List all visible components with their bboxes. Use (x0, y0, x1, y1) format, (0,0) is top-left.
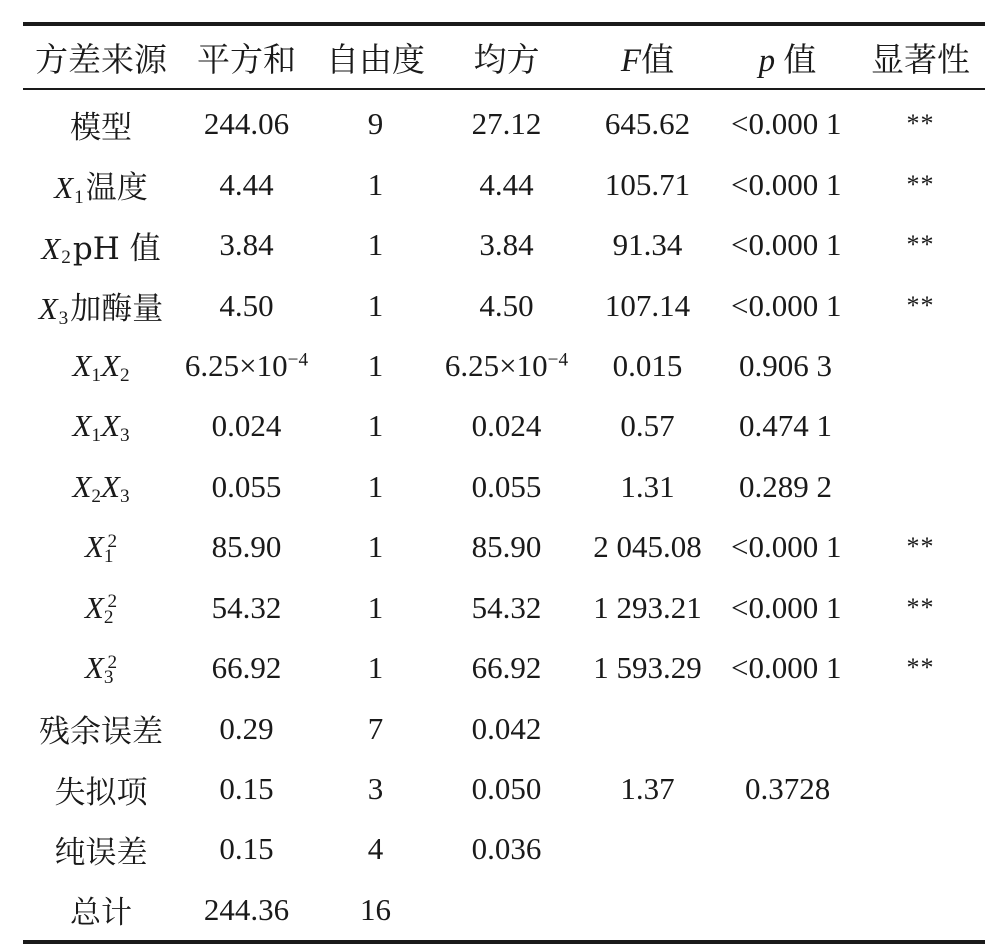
factor-symbol-2: X (101, 408, 120, 444)
cell-p: <0.000 1 (731, 650, 842, 686)
ss-exponent: −4 (287, 349, 309, 371)
cell-df: 1 (367, 589, 384, 625)
cell-df: 16 (360, 891, 391, 927)
cell-source (23, 517, 179, 577)
table-row (23, 698, 985, 758)
cell-p: <0.000 1 (731, 287, 842, 323)
cell-p: 0.3728 (745, 771, 831, 807)
cell-source: 总计 (70, 895, 132, 932)
header-f-suffix: 值 (641, 39, 675, 79)
cell-p (719, 819, 856, 879)
cell-f: 107.14 (604, 287, 691, 323)
cell-source (23, 457, 179, 517)
cell-ss: 85.90 (211, 529, 282, 565)
cell-ms: 27.12 (471, 106, 542, 142)
header-f-value (576, 26, 719, 88)
cell-df: 3 (367, 771, 384, 807)
factor-subscript: 1 (74, 186, 84, 208)
cell-ss: 0.15 (219, 771, 274, 807)
factor-symbol: X (72, 468, 92, 504)
factor-symbol: X (41, 230, 61, 266)
table-row (23, 819, 985, 879)
cell-f: 2 045.08 (593, 529, 702, 565)
header-p-value (719, 26, 856, 88)
header-significance: 显著性 (871, 39, 970, 79)
cell-df: 1 (367, 347, 384, 383)
cell-ms: 0.036 (471, 831, 542, 867)
factor-name: 加酶量 (70, 291, 164, 328)
cell-f (576, 880, 719, 940)
table-row (23, 880, 985, 940)
table-row (23, 154, 985, 214)
anova-table-container (23, 22, 985, 944)
factor-symbol: X (72, 347, 92, 383)
cell-source: 纯误差 (54, 834, 148, 871)
cell-ss: 0.024 (211, 408, 282, 444)
cell-ms (437, 880, 576, 940)
cell-ss: 3.84 (219, 227, 274, 263)
factor-symbol: X (84, 589, 104, 625)
table-row (23, 90, 985, 154)
table-row (23, 457, 985, 517)
factor-symbol: X (84, 650, 104, 686)
cell-p: 0.906 3 (739, 347, 832, 383)
cell-df: 7 (367, 710, 384, 746)
cell-sig: ** (906, 653, 935, 683)
cell-source (23, 215, 179, 275)
factor-superscript: 2 (107, 651, 118, 673)
cell-ss: 66.92 (211, 650, 282, 686)
cell-f: 91.34 (612, 227, 683, 263)
cell-f: 0.015 (612, 347, 683, 383)
table-row (23, 638, 985, 698)
cell-sig (856, 819, 985, 879)
cell-df: 1 (367, 468, 384, 504)
cell-sig (856, 457, 985, 517)
cell-sig: ** (906, 592, 935, 622)
header-source: 方差来源 (35, 39, 167, 79)
ms-base: 6.25×10 (444, 347, 548, 383)
header-sum-of-squares: 平方和 (197, 39, 296, 79)
factor-subscript: 1 (91, 364, 101, 386)
cell-df: 1 (367, 529, 384, 565)
cell-ss (179, 336, 314, 396)
table-row (23, 517, 985, 577)
cell-f (576, 698, 719, 758)
factor-subscript: 2 (61, 247, 71, 269)
factor-symbol-2: X (101, 347, 120, 383)
cell-df: 1 (367, 227, 384, 263)
factor-symbol: X (54, 170, 74, 206)
cell-df: 1 (367, 650, 384, 686)
cell-p: <0.000 1 (731, 529, 842, 565)
cell-df: 4 (367, 831, 384, 867)
table-row (23, 396, 985, 456)
factor-symbol: X (38, 291, 58, 327)
cell-f: 1.31 (620, 468, 675, 504)
cell-ss: 0.055 (211, 468, 282, 504)
cell-sig (856, 396, 985, 456)
cell-f: 1 293.21 (593, 589, 702, 625)
cell-f: 645.62 (604, 106, 691, 142)
cell-source: 模型 (70, 109, 132, 146)
cell-ms: 0.050 (471, 771, 542, 807)
cell-p: <0.000 1 (731, 227, 842, 263)
factor-subscript: 3 (58, 307, 69, 329)
cell-p (719, 880, 856, 940)
factor-subscript: 2 (103, 606, 114, 628)
table-row (23, 336, 985, 396)
factor-name: 温度 (85, 170, 148, 207)
factor-superscript: 2 (107, 530, 118, 552)
factor-symbol-2: X (101, 468, 120, 504)
cell-p: 0.474 1 (739, 408, 832, 444)
cell-ss: 4.44 (219, 166, 274, 202)
cell-p: <0.000 1 (731, 106, 842, 142)
cell-sig (856, 759, 985, 819)
bottom-rule (23, 940, 985, 944)
cell-ss: 0.15 (219, 831, 274, 867)
cell-source (23, 638, 179, 698)
header-p-symbol: p (758, 42, 776, 79)
cell-ms: 54.32 (471, 589, 542, 625)
cell-p: 0.289 2 (739, 468, 832, 504)
ms-exponent: −4 (547, 349, 569, 371)
header-degrees-of-freedom: 自由度 (326, 39, 425, 79)
cell-sig: ** (906, 230, 935, 260)
factor-superscript: 2 (107, 591, 118, 613)
cell-source (23, 396, 179, 456)
cell-p (719, 698, 856, 758)
table-row (23, 759, 985, 819)
cell-source: 残余误差 (39, 714, 163, 751)
factor-symbol: X (72, 408, 92, 444)
header-row (23, 26, 985, 88)
cell-source (23, 336, 179, 396)
factor-subscript-2: 2 (119, 364, 130, 386)
factor-symbol: X (84, 529, 104, 565)
cell-df: 9 (367, 106, 384, 142)
table-row (23, 215, 985, 275)
cell-source: 失拟项 (54, 774, 148, 811)
cell-df: 1 (367, 287, 384, 323)
cell-sig: ** (906, 109, 935, 139)
cell-df: 1 (367, 408, 384, 444)
cell-sig: ** (906, 532, 935, 562)
cell-ms: 4.44 (479, 166, 534, 202)
table-row (23, 578, 985, 638)
cell-ms (437, 336, 576, 396)
header-f-symbol: F (620, 42, 642, 79)
cell-source (23, 578, 179, 638)
cell-source (23, 275, 179, 335)
factor-subscript: 1 (103, 546, 114, 568)
cell-f: 0.57 (620, 408, 675, 444)
cell-ms: 0.042 (471, 710, 542, 746)
anova-table (23, 26, 985, 940)
cell-sig (856, 698, 985, 758)
cell-p: <0.000 1 (731, 589, 842, 625)
cell-ms: 66.92 (471, 650, 542, 686)
cell-ss: 244.36 (203, 891, 290, 927)
header-p-suffix: 值 (783, 39, 817, 79)
cell-ms: 85.90 (471, 529, 542, 565)
factor-subscript-2: 3 (119, 485, 130, 507)
ss-base: 6.25×10 (184, 347, 288, 383)
factor-subscript: 1 (91, 425, 101, 447)
cell-df: 1 (367, 166, 384, 202)
cell-sig: ** (906, 169, 935, 199)
cell-sig (856, 336, 985, 396)
cell-p: <0.000 1 (731, 166, 842, 202)
cell-ss: 4.50 (219, 287, 274, 323)
cell-sig (856, 880, 985, 940)
factor-subscript-2: 3 (119, 425, 130, 447)
cell-f: 1 593.29 (593, 650, 702, 686)
cell-sig: ** (906, 290, 935, 320)
cell-ss: 54.32 (211, 589, 282, 625)
header-mean-square: 均方 (473, 39, 540, 79)
cell-ms: 3.84 (479, 227, 534, 263)
cell-ss: 244.06 (203, 106, 290, 142)
cell-source (23, 154, 179, 214)
factor-subscript: 3 (103, 666, 114, 688)
table-row (23, 275, 985, 335)
cell-ms: 0.024 (471, 408, 542, 444)
cell-f: 1.37 (620, 771, 675, 807)
cell-f: 105.71 (604, 166, 691, 202)
factor-subscript: 2 (91, 485, 101, 507)
cell-ms: 0.055 (471, 468, 542, 504)
factor-name: pH 值 (72, 230, 161, 267)
cell-f (576, 819, 719, 879)
cell-ss: 0.29 (219, 710, 274, 746)
cell-ms: 4.50 (479, 287, 534, 323)
